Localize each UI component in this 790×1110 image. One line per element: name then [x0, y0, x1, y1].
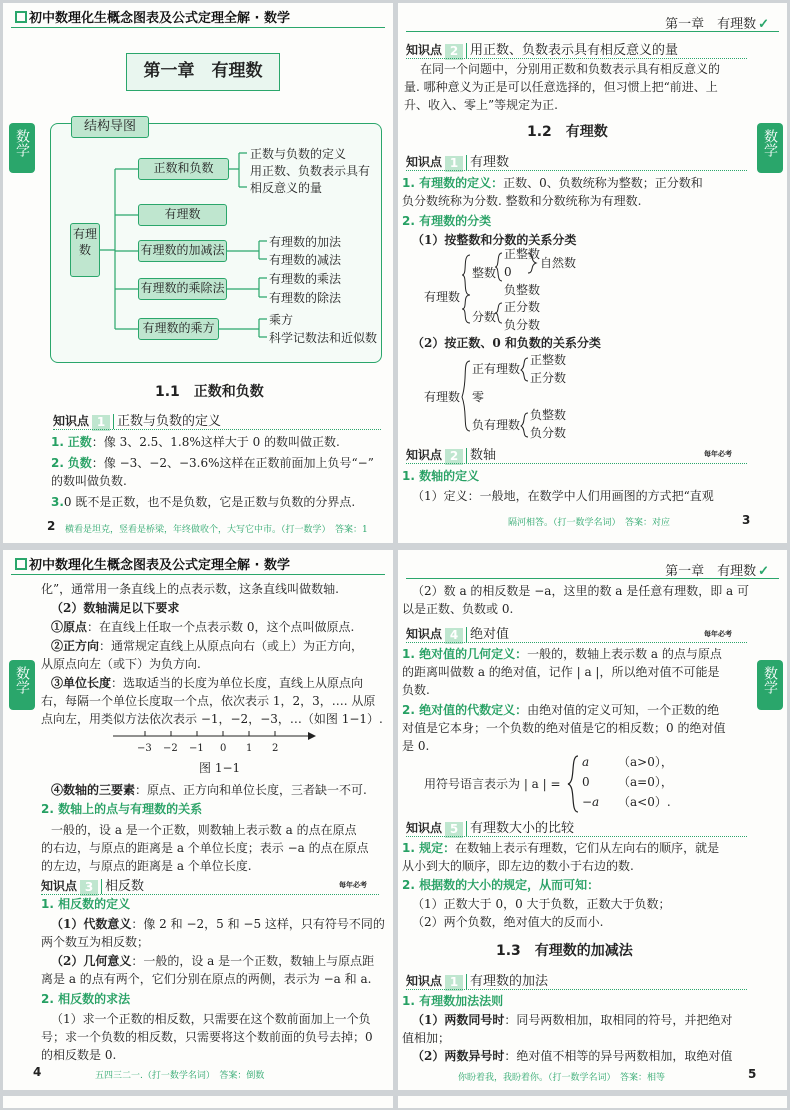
section-title: 1.1 正数和负数: [155, 384, 264, 400]
text-line: 3.0 既不是正数，也不是负数，它是正数与负数的分界点.: [51, 495, 356, 509]
text-line: 负数.: [402, 683, 430, 697]
arrow-right-icon: [308, 732, 316, 740]
tree-node: 整数: [472, 266, 497, 280]
tree-leaf: 负整数: [530, 408, 567, 422]
knowledge-point-rule: [406, 463, 747, 464]
tree-node: 零: [472, 390, 485, 404]
figure-caption: 图 1−1: [199, 761, 241, 775]
text-line: （2）数 a 的相反数是 −a，这里的数 a 是任意有理数，即 a 可: [412, 584, 750, 598]
tree-leaf: 正整数: [504, 247, 541, 261]
knowledge-point-heading: 知识点 4 绝对值: [406, 627, 510, 642]
subject-tab: 数学: [9, 123, 35, 173]
formula-lead: 用符号语言表示为 | a | =: [424, 777, 561, 791]
page-4: [3, 550, 393, 1090]
text-line: 号；求一个负数的相反数，只需要将这个数前面的负号去掉；0: [41, 1030, 373, 1044]
text-line: 1. 规定：在数轴上表示有理数，它们从左向右的顺序，就是: [402, 841, 720, 855]
sub-heading: 1. 数轴的定义: [402, 469, 480, 483]
knowledge-point-heading: 知识点 5 有理数大小的比较: [406, 821, 575, 836]
number-line-figure: [3, 550, 393, 1090]
formula-case: （a>0），: [618, 755, 673, 769]
text-line: （2）两个负数，绝对值大的反而小.: [412, 915, 604, 929]
check-mark-icon: ✓: [758, 564, 769, 579]
text-line: ①原点：在直线上任取一个点表示数 0，这个点叫做原点.: [51, 620, 355, 634]
tree-root: 有理数: [424, 290, 461, 304]
must-test-badge: 每年必考: [704, 450, 732, 458]
tree-leaf: 负分数: [530, 426, 567, 440]
sub-heading: （2）数轴满足以下要求: [51, 601, 180, 615]
map-leaf: 有理数的加法: [269, 235, 342, 249]
text-line: ④数轴的三要素：原点、正方向和单位长度，三者缺一不可.: [51, 783, 367, 797]
text-line: （1）求一个正数的相反数，只需要在这个数前面加上一个负: [51, 1012, 371, 1026]
page-footer-riddle: 横看是坦克，竖看是桥梁，年终做收个，大写它中市。（打一数学） 答案：1: [65, 525, 368, 535]
chapter-title: 第一章 有理数: [126, 53, 280, 91]
text-line: 1. 绝对值的几何定义：一般的，数轴上表示数 a 的点与原点: [402, 647, 722, 661]
page-5: [398, 550, 787, 1090]
page-2: [3, 3, 393, 543]
structure-map-title: 结构导图: [71, 116, 149, 138]
axis-tick-label: −2: [163, 743, 178, 754]
knowledge-point-heading: 知识点 1 正数与负数的定义: [53, 414, 222, 429]
formula-case: （a=0），: [618, 775, 673, 789]
tree-leaf: 负分数: [504, 318, 541, 332]
tree-leaf: 负整数: [504, 283, 541, 297]
book-header: 初中数理化生概念图表及公式定理全解 · 数学: [15, 7, 290, 26]
text-line: 从小到大的顺序，即左边的数小于右边的数.: [402, 859, 634, 873]
text-line: 升、收入、零上”等规定为正.: [404, 98, 558, 112]
text-line: 量. 哪种意义为正是可以任意选择的，但习惯上把“前进、上: [404, 80, 718, 94]
text-line: 的左边，与原点的距离是 a 个单位长度.: [41, 859, 252, 873]
text-line: 2. 绝对值的代数定义：由绝对值的定义可知，一个正数的绝: [402, 703, 720, 717]
section-title: 1.2 有理数: [527, 124, 608, 140]
text-line: 离是 a 的点有两个，它们分别在原点的两侧，表示为 −a 和 a.: [41, 972, 372, 986]
knowledge-point-heading: 知识点 1 有理数的加法: [406, 974, 549, 989]
knowledge-point-rule: [406, 989, 747, 990]
subject-tab: 数学: [757, 123, 783, 173]
text-line: 1. 正数：像 3、2.5、1.8%这样大于 0 的数叫做正数.: [51, 435, 340, 449]
subject-tab: 数学: [9, 660, 35, 710]
subject-tab: 数学: [757, 660, 783, 710]
text-line: 两个数互为相反数；: [41, 935, 150, 949]
must-test-badge: 每年必考: [704, 630, 732, 638]
sub-heading: 2. 相反数的求法: [41, 992, 131, 1006]
axis-tick-label: 1: [246, 743, 253, 754]
map-leaf: 有理数的除法: [269, 291, 342, 305]
tree-root: 有理数: [424, 390, 461, 404]
knowledge-point-rule: [41, 894, 379, 895]
text-line: 右，每隔一个单位长度取一个点，依次表示 1，2，3，…. 从原: [41, 694, 376, 708]
tree-leaf: 正分数: [504, 300, 541, 314]
map-root-node: 有理数: [70, 223, 100, 277]
text-line: 点向左，用类似方法依次表示 −1，−2，−3，…（如图 1−1）.: [41, 712, 383, 726]
tree-leaf: 0: [504, 265, 512, 279]
sub-heading: （2）按正数、0 和负数的关系分类: [412, 336, 601, 350]
axis-tick-label: −3: [137, 743, 152, 754]
text-line: 负分数统称为分数. 整数和分数统称为有理数.: [402, 194, 642, 208]
map-leaf: 乘方: [269, 313, 294, 327]
tree-node: 正有理数: [472, 362, 521, 376]
formula-case: （a<0）.: [618, 795, 671, 809]
section-title: 1.3 有理数的加减法: [496, 943, 633, 959]
tree-node: 分数: [472, 310, 497, 324]
page-number: 5: [748, 1067, 757, 1081]
text-line: 的数叫做负数.: [51, 474, 127, 488]
text-line: 2. 负数：像 −3、−2、−3.6%这样在正数前面加上负号“−”: [51, 456, 374, 470]
text-line: 一般的，设 a 是一个正数，则数轴上表示数 a 的点在原点: [51, 823, 357, 837]
tree-leaf: 正整数: [530, 353, 567, 367]
knowledge-point-heading: 知识点 2 数轴: [406, 448, 497, 463]
knowledge-point-heading: 知识点 3 相反数: [41, 879, 145, 894]
page-number: 3: [742, 513, 751, 527]
knowledge-point-heading: 知识点 1 有理数: [406, 155, 510, 170]
text-line: （1）两数同号时：同号两数相加，取相同的符号，并把绝对: [412, 1013, 733, 1027]
map-node-power: 有理数的乘方: [138, 318, 219, 340]
axis-tick-label: 2: [272, 743, 279, 754]
text-line: 值相加；: [402, 1031, 451, 1045]
chapter-header: 第一章 有理数 ✓: [665, 17, 769, 32]
text-line: 的右边，与原点的距离是 a 个单位长度；表示 −a 的点在原点: [41, 841, 369, 855]
map-leaf: 相反意义的量: [250, 181, 323, 195]
page-footer-riddle: 五四三二一.（打一数学名词） 答案：倒数: [95, 1071, 265, 1081]
map-node-add-sub: 有理数的加减法: [138, 240, 227, 262]
tree-leaf: 自然数: [540, 256, 577, 270]
page-footer-riddle: 隔河相答。（打一数学名词） 答案：对应: [508, 518, 671, 528]
book-header: 初中数理化生概念图表及公式定理全解 · 数学: [15, 554, 290, 573]
formula-case: 0: [582, 775, 590, 789]
page-number: 2: [47, 519, 56, 533]
formula-case: −a: [582, 795, 600, 809]
knowledge-point-rule: [53, 429, 381, 430]
text-line: （1）代数意义：像 2 和 −2，5 和 −5 这样，只有符号不同的: [51, 917, 385, 931]
tree-node: 负有理数: [472, 418, 521, 432]
text-line: ②正方向：通常规定直线上从原点向右（或上）为正方向，: [51, 639, 364, 653]
knowledge-point-rule: [406, 836, 747, 837]
map-leaf: 有理数的乘法: [269, 272, 342, 286]
text-line: （1）定义：一般地，在数学中人们用画图的方式把“直观: [412, 489, 714, 503]
sub-heading: 2. 数轴上的点与有理数的关系: [41, 802, 203, 816]
text-line: （1）正数大于 0，0 大于负数，正数大于负数；: [412, 897, 671, 911]
formula-case: a: [582, 755, 590, 769]
sub-heading: 2. 根据数的大小的规定，从而可知：: [402, 878, 600, 892]
map-leaf: 正数与负数的定义: [250, 147, 347, 161]
sub-heading: 2. 有理数的分类: [402, 214, 492, 228]
chapter-header: 第一章 有理数 ✓: [665, 564, 769, 579]
next-page-edge: [3, 1096, 393, 1108]
axis-tick-label: −1: [189, 743, 204, 754]
map-node-rational: 有理数: [138, 204, 227, 226]
map-node-mul-div: 有理数的乘除法: [138, 278, 227, 300]
page-footer-riddle: 你盼着我，我盼着你。（打一数学名词） 答案：相等: [458, 1073, 666, 1083]
axis-tick-label: 0: [220, 743, 227, 754]
text-line: 在同一个问题中，分别用正数和负数表示具有相反意义的: [420, 62, 721, 76]
sub-heading: 1. 有理数加法法则: [402, 994, 504, 1008]
check-mark-icon: ✓: [758, 17, 769, 32]
text-line: ③单位长度：选取适当的长度为单位长度，直线上从原点向: [51, 676, 364, 690]
next-page-edge: [398, 1096, 787, 1108]
text-line: 从原点向左（或下）为负方向.: [41, 657, 201, 671]
text-line: 化”，通常用一条直线上的点表示数，这条直线叫做数轴.: [41, 582, 339, 596]
text-line: 是 0.: [402, 739, 430, 753]
must-test-badge: 每年必考: [339, 881, 367, 889]
map-leaf: 有理数的减法: [269, 253, 342, 267]
tree-leaf: 正分数: [530, 371, 567, 385]
text-line: 以是正数、负数或 0.: [402, 602, 514, 616]
text-line: （2）几何意义：一般的，设 a 是一个正数，数轴上与原点距: [51, 954, 375, 968]
text-line: 的距离叫做数 a 的绝对值，记作 | a |，所以绝对值不可能是: [402, 665, 720, 679]
sub-heading: （1）按整数和分数的关系分类: [412, 233, 577, 247]
map-leaf: 用正数、负数表示具有: [250, 164, 371, 178]
sub-heading: 1. 相反数的定义: [41, 897, 131, 911]
map-node-pos-neg: 正数和负数: [138, 158, 229, 180]
knowledge-point-heading: 知识点 2 用正数、负数表示具有相反意义的量: [406, 43, 679, 58]
text-line: （2）两数异号时：绝对值不相等的异号两数相加，取绝对值: [412, 1049, 733, 1063]
page-number: 4: [33, 1065, 42, 1079]
map-leaf: 科学记数法和近似数: [269, 331, 378, 345]
page-3: [398, 3, 787, 543]
text-line: 1. 有理数的定义：正数、0、负数统称为整数；正分数和: [402, 176, 703, 190]
text-line: 的相反数是 0.: [41, 1048, 117, 1062]
text-line: 对值是它本身；一个负数的绝对值是它的相反数；0 的绝对值: [402, 721, 726, 735]
